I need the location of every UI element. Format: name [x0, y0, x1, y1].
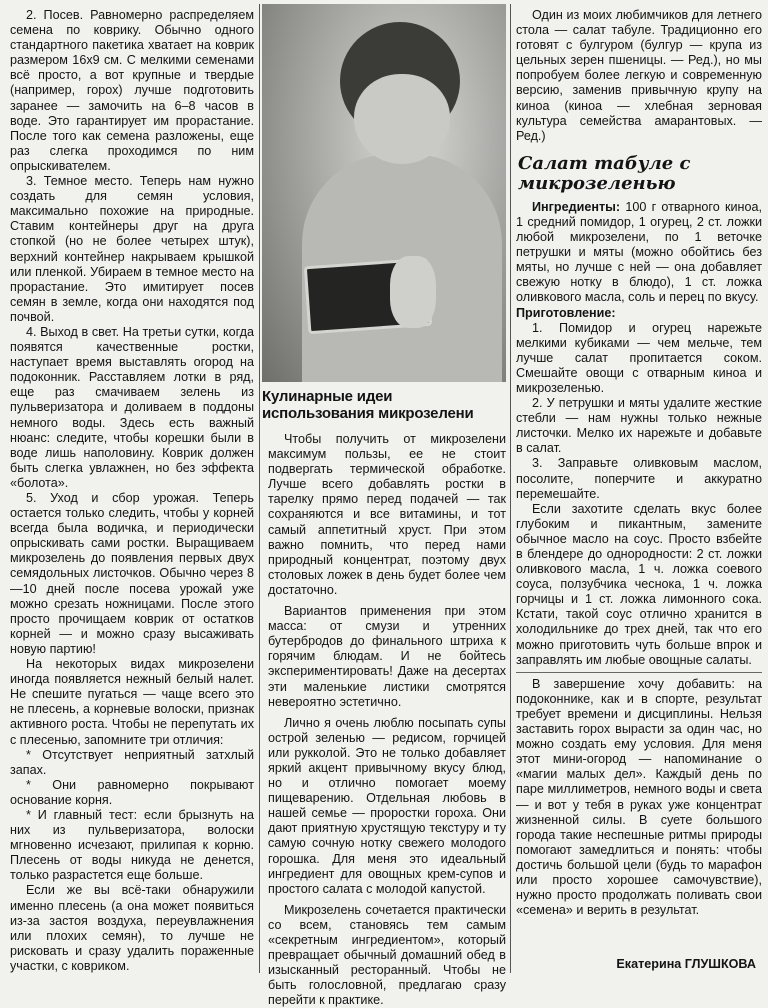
ingredients-text: 100 г отварного киноа, 1 средний помидор, 1 огурец, 2 ст. ложки любой микрозелени, по 1 веточке петрушки и мяты (можно обойтись без мяты, но лучше с ней — она добавляет свежую нотку в блюдо), 1 ст. ложка оливкового масла, соль и перец по вкусу.	[516, 199, 762, 305]
column-middle	[268, 432, 506, 1008]
recipe-step: 3. Заправьте оливковым маслом, посолите, поперчите и аккуратно перемешайте.	[516, 456, 762, 501]
closing-paragraph: В завершение хочу добавить: на подоконнике, как и в спорте, результат требует времени и дисциплины. Нельзя заставить горох вырасти за один час, но можно создать ему условия. Для меня этот мини-огород — напоминание о «магии малых дел». Каждый день по паре миллиметров, немного воды и света — и вот у тебя в руках уже концентрат жизненной силы. В суете большого города такие неспешные ритмы природы помогают замедлиться и понять: чтобы достичь большой цели (будь то марафон или просто хорошее самочувствие), нужно просто продолжать поливать свои «семена» и верить в результат.	[516, 676, 762, 918]
ingredients-label: Ингредиенты:	[532, 199, 621, 214]
paragraph: На некоторых видах микрозелени иногда появляется нежный белый налет. Не спешите пугаться — чаще всего это не плесень, а корневые волоски, признак активного роста. Чтобы не перепутать их с плесенью, запомните три отличия:	[10, 657, 254, 747]
column-divider-right	[510, 4, 511, 973]
paragraph: Вариантов применения при этом масса: от смузи и утренних бутербродов до финального штриха к горячим блюдам. И не бойтесь экспериментировать! Даже на десертах эти маленькие листики смотрятся невероятно эстетично.	[268, 604, 506, 709]
list-item: * И главный тест: если брызнуть на них из пульверизатора, волоски мгновенно исчезают, прилипая к корню. Плесень от воды никуда не денется, только разрастется еще больше.	[10, 807, 254, 883]
child-with-microgreens-photo	[262, 4, 506, 382]
paragraph: Если же вы всё-таки обнаружили именно плесень (а она может появиться из-за застоя воздуха, переувлажнения или плохих семян), то лучше не рисковать и сразу удалить пораженные участки, с ковриком.	[10, 883, 254, 973]
column-divider-left	[259, 4, 260, 973]
child-hand	[390, 256, 436, 328]
section-divider	[516, 672, 762, 673]
section-heading-block	[262, 388, 506, 422]
list-item: * Отсутствует неприятный затхлый запах.	[10, 747, 254, 777]
paragraph: Чтобы получить от микрозелени максимум пользы, ее не стоит подвергать термической обработке. Лучше всего добавлять ростки в тарелку прямо перед подачей — так сохраняются и все витамины, и тот самый аппетитный хруст. При этом важно помнить, что перед нами природный концентрат, поэтому двух столовых ложек в день будет более чем достаточно.	[268, 432, 506, 597]
paragraph: 3. Темное место. Теперь нам нужно создать для семян условия, максимально похожие на природные. Ставим контейнеры друг на друга стопкой (но не более четырех штук), верхний контейнер накрываем крышкой или пленкой. Убираем в темное место на прорастание. Это имитирует посев семян в земле, когда они находятся под почвой.	[10, 174, 254, 324]
child-face	[354, 74, 450, 164]
paragraph: Лично я очень люблю посыпать супы острой зеленью — редисом, горчицей или рукколой. Это не только добавляет яркий акцент привычному вкусу блюд, но и отлично помогает моему пищеварению. Отдельная любовь в нашей семье — проростки гороха. Они дают приятную хрустящую текстуру и ту самую сочную нотку свежего молодого горошка. Для меня это идеальный ингредиент для овощных крем-супов и простого салата с молодой капустой.	[268, 715, 506, 896]
recipe-title: Салат табуле с микрозеленью	[518, 152, 691, 194]
paragraph: 4. Выход в свет. На третьи сутки, когда появятся качественные ростки, наступает время выставлять огород на подоконник. Расставляем лотки в ряд, еще раз смачиваем зелень из пульверизатора и доливаем в поддоны немного воды. Здесь есть важный нюанс: следите, чтобы корешки были в воде лишь наполовину. Коврик должен быть слегка увлажнен, но без эффекта «болота».	[10, 324, 254, 490]
author-byline: Екатерина ГЛУШКОВА	[616, 957, 756, 971]
column-right	[516, 8, 762, 918]
method-label: Приготовление:	[516, 305, 616, 320]
ingredients-paragraph	[516, 200, 762, 306]
list-item: * Они равномерно покрывают основание корня.	[10, 777, 254, 807]
column-left	[10, 8, 254, 974]
paragraph: 2. Посев. Равномерно распределяем семена по коврику. Обычно одного стандартного пакетика хватает на коврик размером 16х9 см. С мелкими семенами всё просто, а вот крупные и твердые (например, горох) лучше подготовить заранее — замочить на 6–8 часов в воде. Это гарантирует им прорастание. После того как семена разложены, еще раз слегка проходимся по ним опрыскивателем.	[10, 8, 254, 173]
recipe-step: 2. У петрушки и мяты удалите жесткие стебли — нам нужны только нежные листочки. Мелко их нарежьте и добавьте в салат.	[516, 396, 762, 456]
recipe-step: Если захотите сделать вкус более глубоким и пикантным, замените обычное масло на соус. Просто взбейте в блендере до однородности: 2 ст. ложки оливкового масла, 1 ч. ложка соевого соуса, ползубчика чеснока, 1 ч. ложка горчицы и 1 ст. ложка лимонного сока. Кстати, такой соус отлично хранится в холодильнике до трех дней, так что его можно приготовить чуть больше впрок и заправлять им любые овощные салаты.	[516, 501, 762, 667]
section-heading: Кулинарные идеи использования микрозелени	[262, 388, 474, 422]
paragraph: 5. Уход и сбор урожая. Теперь остается только следить, чтобы у корней всегда была водичка, и периодически опрыскивать сами ростки. Выращиваем микрозелень до появления первых двух семядольных листочков. Обычно через 8—10 дней после посева урожай уже можно срезать ножницами. После этого просто прочищаем коврик от остатков корней — и можно сразу высаживать новую партию!	[10, 491, 254, 656]
paragraph: Микрозелень сочетается практически со всем, становясь тем самым «секретным ингредиентом», который превращает обычный домашний обед в изысканный ресторанный. Чтобы не быть голословной, предлагаю сразу перейти к практике.	[268, 902, 506, 1008]
recipe-step: 1. Помидор и огурец нарежьте мелкими кубиками — чем мельче, тем лучше салат пропитается соком. Смешайте овощи с отварным киноа и микрозеленью.	[516, 320, 762, 395]
intro-paragraph: Один из моих любимчиков для летнего стола — салат табуле. Традиционно его готовят с булгуром (булгур — крупа из цельных зерен пшеницы. — Ред.), но мы попробуем более легкую и современную версию, заменив привычную крупу на киноа (киноа — хлебная зерновая культура семейства амарантовых. — Ред.)	[516, 8, 762, 143]
